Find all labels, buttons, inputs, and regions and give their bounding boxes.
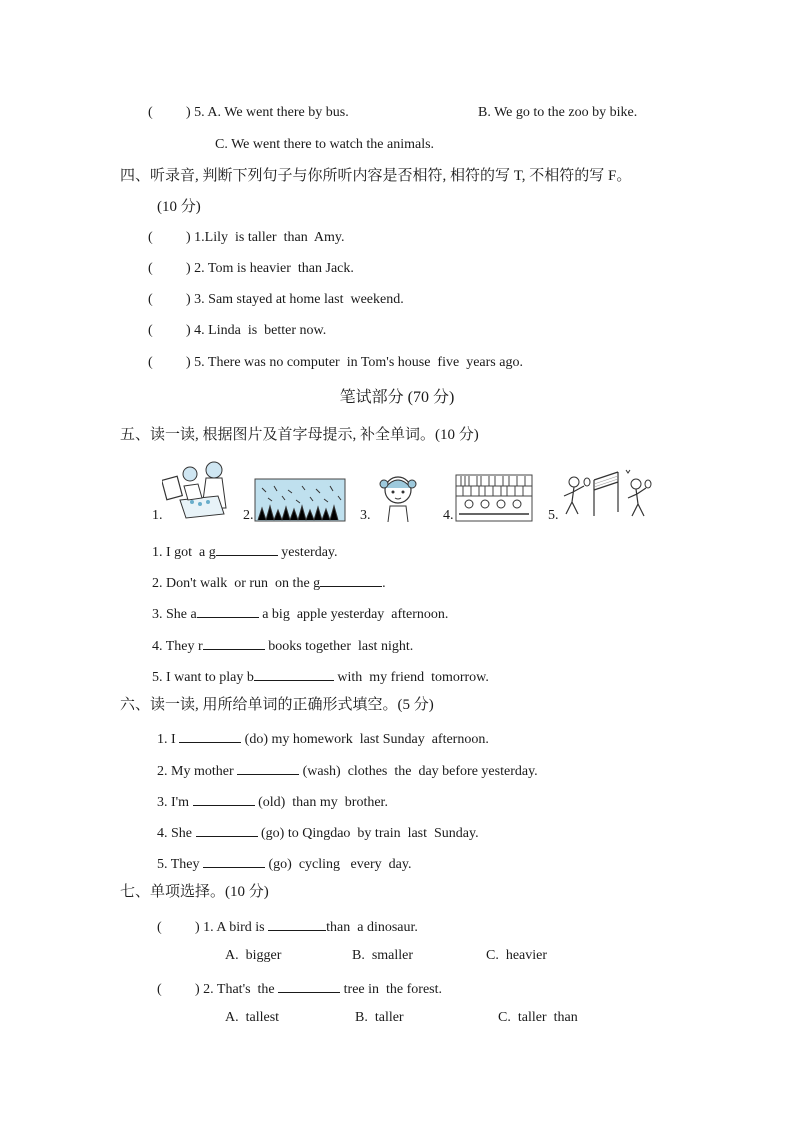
option-b[interactable]: B. taller	[355, 1010, 404, 1025]
answer-paren[interactable]: (	[148, 261, 153, 276]
answer-blank[interactable]	[197, 603, 259, 618]
question-text: ) 2. Tom is heavier than Jack.	[186, 261, 354, 276]
fill-line: 4. She (go) to Qingdao by train last Sunday.	[157, 822, 479, 843]
fill-line: 5. They (go) cycling every day.	[157, 853, 411, 874]
option-a[interactable]: A. tallest	[225, 1010, 280, 1025]
answer-blank[interactable]	[216, 541, 278, 556]
section-score: (10 分)	[157, 199, 201, 215]
fill-line: 3. I'm (old) than my brother.	[157, 791, 388, 812]
picture-label: 2.	[243, 508, 254, 523]
picture-label: 1.	[152, 508, 163, 523]
option-b[interactable]: B. smaller	[352, 948, 414, 963]
question-line	[148, 291, 404, 309]
answer-blank[interactable]	[179, 728, 241, 743]
badminton-picture-icon	[560, 464, 652, 522]
answer-blank[interactable]	[268, 916, 326, 931]
answer-blank[interactable]	[254, 666, 334, 681]
picture-label: 4.	[443, 508, 454, 523]
option-c: C. We went there to watch the animals.	[215, 137, 435, 152]
answer-paren[interactable]: (	[157, 982, 162, 997]
fill-line: 4. They r books together last night.	[152, 635, 413, 656]
question-text: ) 5. A. We went there by bus.	[186, 105, 349, 120]
picture-label: 5.	[548, 508, 559, 523]
question-text: ) 1.Lily is taller than Amy.	[186, 230, 345, 245]
question-text: ) 3. Sam stayed at home last weekend.	[186, 292, 404, 307]
picture-label: 3.	[360, 508, 371, 523]
question-line	[148, 322, 326, 340]
answer-blank[interactable]	[203, 635, 265, 650]
option-b: B. We go to the zoo by bike.	[478, 105, 638, 120]
answer-paren[interactable]: (	[148, 230, 153, 245]
option-c[interactable]: C. taller than	[498, 1010, 578, 1025]
question-line: ( ) 1. A bird is than a dinosaur.	[157, 916, 418, 937]
fill-line: 2. Don't walk or run on the g .	[152, 572, 386, 593]
written-part-title: 笔试部分 (70 分)	[339, 389, 455, 406]
question-line: ( ) 2. That's the tree in the forest.	[157, 978, 442, 999]
section-heading: 五、读一读, 根据图片及首字母提示, 补全单词。(10 分)	[120, 427, 479, 443]
fill-line: 5. I want to play b with my friend tomorrow.	[152, 666, 489, 687]
fill-line: 2. My mother (wash) clothes the day before yesterday.	[157, 760, 538, 781]
section-heading: 四、听录音, 判断下列句子与你所听内容是否相符, 相符的写 T, 不相符的写 F。	[120, 168, 632, 184]
question-line	[148, 229, 345, 247]
answer-blank[interactable]	[193, 791, 255, 806]
fill-line: 1. I (do) my homework last Sunday afternoon.	[157, 728, 489, 749]
answer-paren[interactable]: (	[148, 292, 153, 307]
gift-picture-icon	[162, 460, 234, 522]
option-c[interactable]: C. heavier	[486, 948, 548, 963]
girl-picture-icon	[376, 470, 420, 524]
answer-paren[interactable]: (	[148, 105, 153, 120]
question-line	[148, 354, 523, 372]
grass-picture-icon	[254, 478, 346, 522]
section-heading: 七、单项选择。(10 分)	[120, 884, 269, 900]
section-heading: 六、读一读, 用所给单词的正确形式填空。(5 分)	[120, 697, 434, 713]
question-line	[148, 104, 349, 122]
answer-paren[interactable]: (	[148, 355, 153, 370]
option-a[interactable]: A. bigger	[225, 948, 282, 963]
fill-line: 1. I got a g yesterday.	[152, 541, 338, 562]
fill-line: 3. She a a big apple yesterday afternoon.	[152, 603, 448, 624]
answer-blank[interactable]	[196, 822, 258, 837]
answer-blank[interactable]	[237, 760, 299, 775]
question-text: ) 4. Linda is better now.	[186, 323, 327, 338]
answer-blank[interactable]	[320, 572, 382, 587]
answer-paren[interactable]: (	[157, 920, 162, 935]
answer-paren[interactable]: (	[148, 323, 153, 338]
answer-blank[interactable]	[278, 978, 340, 993]
question-line	[148, 260, 354, 278]
question-text: ) 5. There was no computer in Tom's house five years ago.	[186, 355, 523, 370]
answer-blank[interactable]	[203, 853, 265, 868]
library-picture-icon	[455, 474, 533, 522]
